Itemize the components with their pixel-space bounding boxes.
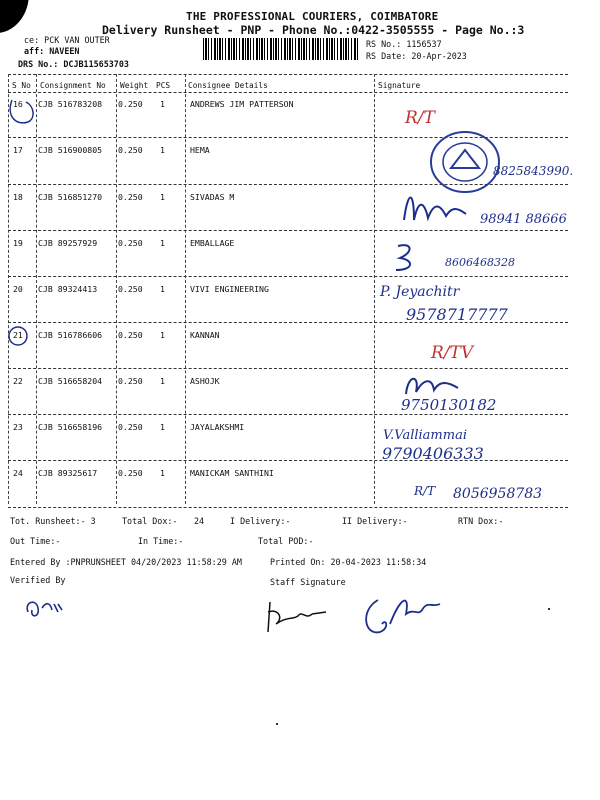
barcode: [203, 38, 358, 60]
row-consignment: CJB 516786606: [38, 330, 103, 340]
handwritten-rt-16: R/T: [405, 108, 435, 128]
handwritten-phone-22: 9750130182: [401, 396, 497, 414]
tot-runsheet: Tot. Runsheet:- 3: [10, 516, 96, 526]
printed-on: Printed On: 20-04-2023 11:58:34: [270, 557, 427, 567]
row-weight: 0.250: [118, 468, 143, 478]
row-pcs: 1: [160, 376, 165, 386]
row-consignment: CJB 516900805: [38, 145, 103, 155]
row-consignment: CJB 516783208: [38, 99, 103, 109]
row-rule: [8, 368, 568, 369]
signature-scribble-19: [392, 240, 422, 275]
office-label: ce: PCK VAN OUTER: [24, 35, 110, 45]
rs-date: RS Date: 20-Apr-2023: [366, 51, 467, 61]
row-sno: 21: [13, 330, 23, 340]
row-pcs: 1: [160, 145, 165, 155]
row-weight: 0.250: [118, 99, 143, 109]
row-weight: 0.250: [118, 422, 143, 432]
row-weight: 0.250: [118, 192, 143, 202]
row-rule: [8, 276, 568, 277]
signature-scribble-18: [400, 190, 480, 230]
handwritten-phone-17: 8825843990.: [493, 164, 574, 178]
total-dox-label: Total Dox:-: [122, 516, 178, 526]
row-weight: 0.250: [118, 145, 143, 155]
handwritten-name-23: V.Valliammai: [383, 428, 467, 443]
col-weight: Weight: [120, 81, 149, 90]
row-consignee: ANDREWS JIM PATTERSON: [190, 99, 294, 109]
col-signature: Signature: [378, 81, 421, 90]
row-weight: 0.250: [118, 238, 143, 248]
row-rule: [8, 414, 568, 415]
row-sno: 16: [13, 99, 23, 109]
handwritten-rt-24: R/T: [414, 484, 436, 498]
row-consignment: CJB 516658196: [38, 422, 103, 432]
table-row: [0, 422, 600, 468]
total-pod: Total POD:-: [258, 536, 314, 546]
handwritten-phone-20: 9578717777: [406, 305, 508, 324]
staff-label: aff: NAVEEN: [24, 46, 80, 56]
row-sno: 20: [13, 284, 23, 294]
row-sno: 17: [13, 145, 23, 155]
scan-speck: [276, 723, 278, 725]
table-row: [0, 284, 600, 330]
row-rule: [8, 460, 568, 461]
row-consignee: VIVI ENGINEERING: [190, 284, 269, 294]
row-rule: [8, 230, 568, 231]
table-header-rule: [8, 92, 568, 93]
row-sno: 19: [13, 238, 23, 248]
row-consignee: EMBALLAGE: [190, 238, 235, 248]
i-delivery: I Delivery:-: [230, 516, 291, 526]
row-consignee: ASHOJK: [190, 376, 220, 386]
row-pcs: 1: [160, 284, 165, 294]
row-consignment: CJB 516658204: [38, 376, 103, 386]
handwritten-rt-21: R/TV: [431, 343, 474, 363]
row-sno: 23: [13, 422, 23, 432]
col-consignment: Consignment No: [40, 81, 106, 90]
row-consignment: CJB 89325617: [38, 468, 98, 478]
total-dox-value: 24: [194, 516, 205, 526]
row-pcs: 1: [160, 99, 165, 109]
runsheet-title: Delivery Runsheet - PNP - Phone No.:0422-3505555 - Page No.:3: [102, 23, 525, 37]
entered-by: Entered By :PNPRUNSHEET 04/20/2023 11:58:29 AM: [10, 557, 242, 567]
rtn-dox: RTN Dox:-: [458, 516, 504, 526]
ii-delivery: II Delivery:-: [342, 516, 408, 526]
table-bottom-rule: [8, 507, 568, 508]
staff-signature-scribble: [262, 598, 332, 638]
row-sno: 24: [13, 468, 23, 478]
col-pcs: PCS: [156, 81, 171, 90]
row-weight: 0.250: [118, 330, 143, 340]
row-weight: 0.250: [118, 376, 143, 386]
row-consignee: MANICKAM SANTHINI: [190, 468, 274, 478]
col-consignee: Consignee Details: [188, 81, 268, 90]
row-consignee: SIVADAS M: [190, 192, 235, 202]
circle-mark-21: [7, 324, 31, 348]
table-row: [0, 99, 600, 145]
verifier-signature: [22, 594, 72, 624]
scan-corner-blot: [0, 0, 37, 37]
table-row: [0, 376, 600, 422]
handwritten-phone-23: 9790406333: [382, 444, 484, 463]
row-pcs: 1: [160, 238, 165, 248]
row-consignment: CJB 89257929: [38, 238, 98, 248]
table-top-rule: [8, 74, 568, 75]
row-consignment: CJB 516851270: [38, 192, 103, 202]
handwritten-phone-18: 98941 88666: [480, 212, 567, 227]
row-pcs: 1: [160, 422, 165, 432]
row-pcs: 1: [160, 330, 165, 340]
receiver-signature: [360, 590, 450, 640]
rubber-stamp: [425, 128, 505, 198]
row-sno: 18: [13, 192, 23, 202]
rs-number: RS No.: 1156537: [366, 39, 442, 49]
company-name: THE PROFESSIONAL COURIERS, COIMBATORE: [186, 10, 439, 23]
col-sno: S No: [12, 81, 31, 90]
handwritten-phone-24: 8056958783: [453, 486, 543, 502]
handwritten-name-20: P. Jeyachitr: [380, 284, 460, 300]
row-weight: 0.250: [118, 284, 143, 294]
handwritten-phone-19: 8606468328: [445, 256, 515, 269]
staff-signature-label: Staff Signature: [270, 577, 346, 587]
verified-by: Verified By: [10, 575, 66, 585]
row-pcs: 1: [160, 468, 165, 478]
out-time: Out Time:-: [10, 536, 61, 546]
scan-speck: [548, 608, 550, 610]
table-row: [0, 330, 600, 376]
drs-number: DRS No.: DCJB115653703: [18, 59, 129, 69]
in-time: In Time:-: [138, 536, 184, 546]
circle-mark-16: [6, 92, 46, 132]
row-pcs: 1: [160, 192, 165, 202]
row-consignment: CJB 89324413: [38, 284, 98, 294]
row-consignee: HEMA: [190, 145, 210, 155]
row-consignee: JAYALAKSHMI: [190, 422, 245, 432]
row-sno: 22: [13, 376, 23, 386]
row-consignee: KANNAN: [190, 330, 220, 340]
